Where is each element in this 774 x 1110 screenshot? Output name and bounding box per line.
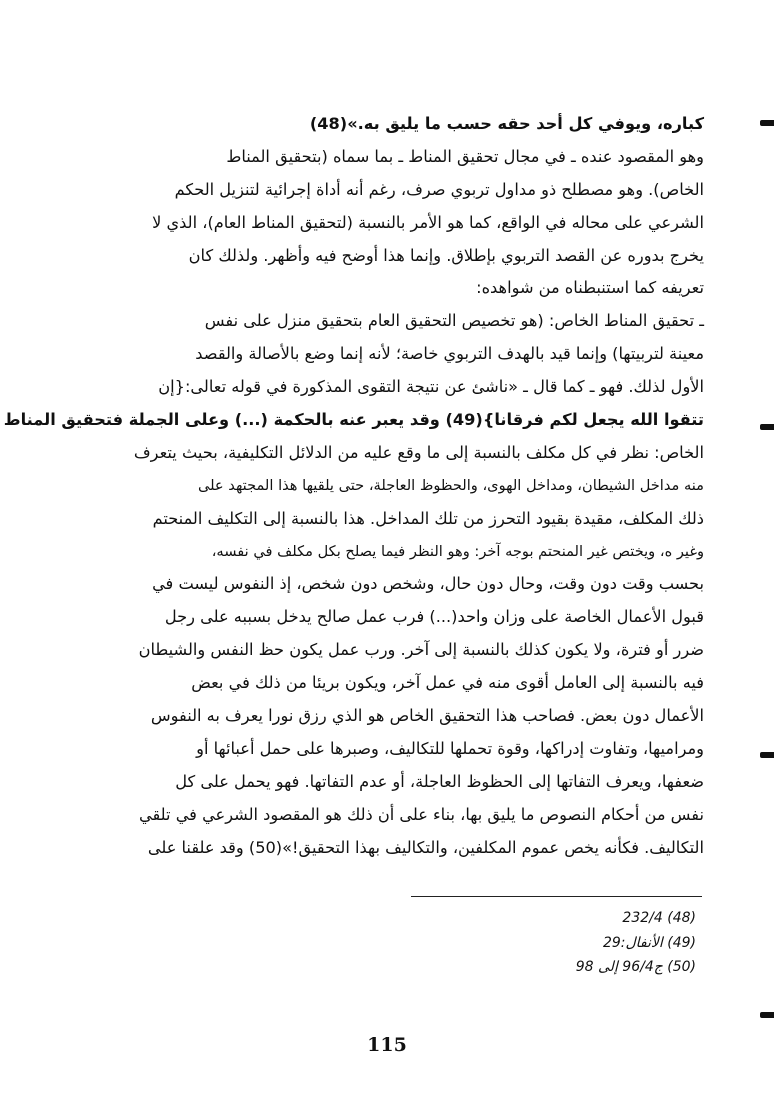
body-line: تتقوا الله يجعل لكم فرقانا}(49) وقد يعبر عنه بالحكمة (...) وعلى الجملة فتحقيق المناط (3, 410, 704, 430)
scan-margin-mark (760, 424, 774, 430)
body-line: الخاص: نظر في كل مكلف بالنسبة إلى ما وقع عليه من الدلائل التكليفية، بحيث يتعرف (133, 442, 704, 462)
footnote: (49) الأنفال:29 (602, 934, 696, 951)
body-line: يخرج بدوره عن القصد التربوي بإطلاق. وإنما هذا أوضح فيه وأظهر. ولذلك كان (188, 245, 704, 265)
scan-margin-mark (760, 752, 774, 758)
body-line: ضرر أو فترة، ولا يكون كذلك بالنسبة إلى آخر. ورب عمل يكون حظ النفس والشيطان (138, 640, 704, 660)
page-number: 115 (367, 1034, 407, 1056)
body-line: معينة لتربيتها) وإنما قيد بالهدف التربوي خاصة؛ لأنه إنما وضع بالأصالة والقصد (195, 344, 704, 364)
body-line: ذلك المكلف، مقيدة بقيود التحرز من تلك المداخل. هذا بالنسبة إلى التكليف المنحتم (152, 508, 704, 528)
body-line: الشرعي على محاله في الواقع، كما هو الأمر بالنسبة (لتحقيق المناط العام)، الذي لا (152, 212, 704, 232)
body-line: وهو المقصود عنده ـ في مجال تحقيق المناط ـ بما سماه (بتحقيق المناط (226, 146, 704, 166)
body-line: الأعمال دون بعض. فصاحب هذا التحقيق الخاص هو الذي رزق نورا يعرف به النفوس (150, 706, 704, 726)
body-line: كباره، ويوفي كل أحد حقه حسب ما يليق به.»(48) (309, 114, 704, 133)
footnote: (48) 232/4 (622, 910, 696, 926)
body-text (3, 108, 704, 864)
scan-margin-mark (760, 1012, 774, 1018)
body-line: منه مداخل الشيطان، ومداخل الهوى، والحظوظ العاجلة، حتى يلقيها هذا المجتهد على (197, 476, 704, 494)
body-line: تعريفه كما استنبطناه من شواهده: (476, 278, 704, 298)
footnotes (420, 906, 696, 980)
body-line: التكاليف. فكأنه يخص عموم المكلفين، والتكاليف بهذا التحقيق!»(50) وقد علقنا على (147, 837, 704, 857)
scan-margin-mark (760, 120, 774, 126)
body-line: فيه بالنسبة إلى العامل أقوى منه في عمل آخر، ويكون بريئا من ذلك في بعض (191, 673, 704, 693)
body-line: ومراميها، وتفاوت إدراكها، وقوة تحملها للتكاليف، وصبرها على حمل أعبائها أو (196, 738, 704, 758)
body-line: نفس من أحكام النصوص ما يليق بها، بناء على أن ذلك هو المقصود الشرعي في تلقي (139, 804, 704, 824)
footnote-separator (411, 896, 702, 897)
body-line: وغير ه، ويختص غير المنحتم بوجه آخر: وهو النظر فيما يصلح بكل مكلف في نفسه، (211, 542, 704, 560)
footnote: (50) ج96/4 إلى 98 (575, 959, 696, 975)
body-line: قبول الأعمال الخاصة على وزان واحد(...) فرب عمل صالح يدخل بسببه على رجل (164, 607, 704, 627)
body-line: ـ تحقيق المناط الخاص: (هو تخصيص التحقيق العام بتحقيق منزل على نفس (204, 311, 704, 331)
body-line: الخاص). وهو مصطلح ذو مداول تربوي صرف، رغم أنه أداة إجرائية لتنزيل الحكم (174, 179, 704, 199)
body-line: بحسب وقت دون وقت، وحال دون حال، وشخص دون شخص، إذ النفوس ليست في (152, 574, 704, 594)
body-line: ضعفها، ويعرف التفاتها إلى الحظوظ العاجلة، أو عدم التفاتها. فهو يحمل على كل (175, 771, 704, 791)
body-line: الأول لذلك. فهو ـ كما قال ـ «ناشئ عن نتيجة التقوى المذكورة في قوله تعالى:{إن (158, 377, 704, 397)
